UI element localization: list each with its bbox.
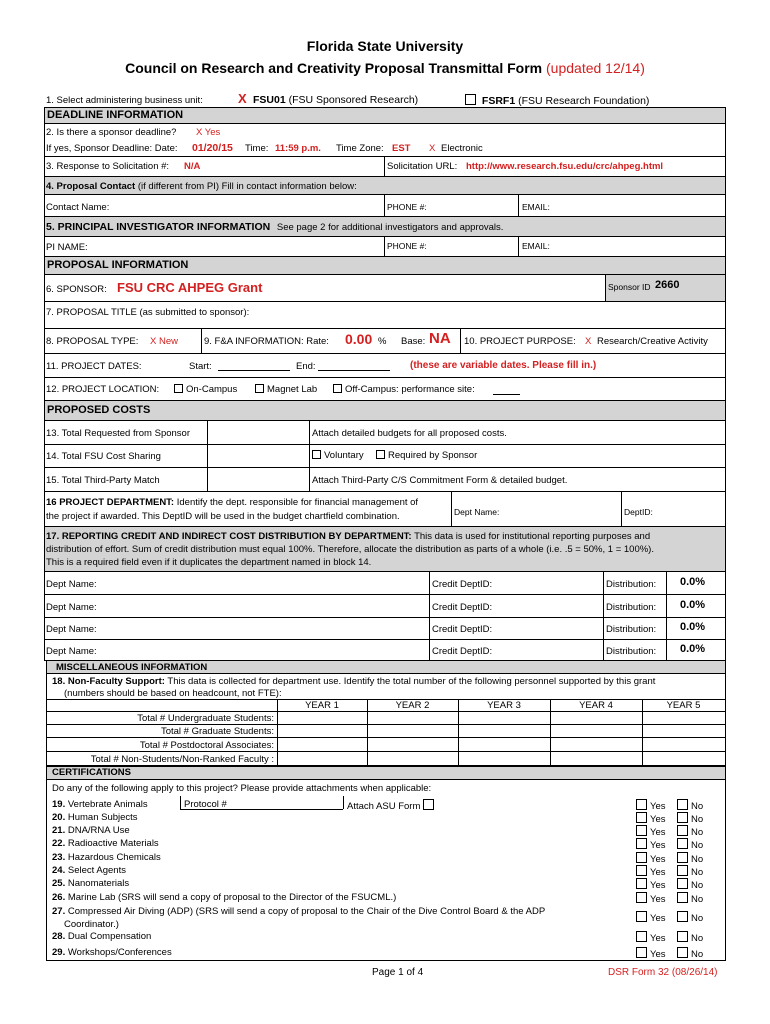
cert-item-number: 29. <box>52 947 66 958</box>
cert-item-number: 20. <box>52 812 66 823</box>
no-label: No <box>691 949 704 960</box>
yes-label: Yes <box>650 814 666 825</box>
sponsor-id-label: Sponsor ID <box>608 282 651 292</box>
page-number: Page 1 of 4 <box>372 967 424 978</box>
credit-row-1-dist-value[interactable]: 0.0% <box>680 576 706 588</box>
cert-no-option[interactable] <box>677 838 703 851</box>
credit-row-3-deptid[interactable]: Credit DeptID: <box>432 624 493 635</box>
yes-label: Yes <box>650 913 666 924</box>
sponsor-deadline-answer[interactable]: X Yes <box>196 127 221 138</box>
cert-item <box>52 838 159 849</box>
no-label: No <box>691 814 704 825</box>
start-date-field[interactable] <box>218 370 290 371</box>
cert-item <box>52 892 396 903</box>
proposal-section-title: PROPOSAL INFORMATION <box>47 259 189 271</box>
cert-item-number: 23. <box>52 852 66 863</box>
cert-item-text: Dual Compensation <box>67 931 152 942</box>
timezone-label: Time Zone: <box>336 143 384 154</box>
dates-note: (these are variable dates. Please fill in.) <box>410 360 597 371</box>
voluntary-option[interactable] <box>312 450 364 461</box>
cert-item-number: 19. <box>52 799 66 810</box>
costs-section-title: PROPOSED COSTS <box>47 404 151 416</box>
project-purpose-label: 10. PROJECT PURPOSE: <box>464 336 576 347</box>
cert-yes-option[interactable] <box>636 825 666 838</box>
credit-row-1-dist-label: Distribution: <box>606 579 657 590</box>
proposal-type-value[interactable]: X New <box>150 336 178 347</box>
yes-checkbox[interactable] <box>636 838 647 849</box>
project-location-label: 12. PROJECT LOCATION: <box>46 384 160 395</box>
non-faculty-bold: 18. Non-Faculty Support: <box>52 676 165 687</box>
fsu01-text: (FSU Sponsored Research) <box>288 94 419 106</box>
yes-label: Yes <box>650 880 666 891</box>
yes-checkbox[interactable] <box>636 947 647 958</box>
no-checkbox[interactable] <box>677 931 688 942</box>
dept-name-label[interactable]: Dept Name: <box>454 507 500 517</box>
yes-checkbox[interactable] <box>636 825 647 836</box>
form-number: DSR Form 32 (08/26/14) <box>608 967 718 978</box>
cert-no-option[interactable] <box>677 892 703 905</box>
cert-yes-option[interactable] <box>636 799 666 812</box>
cert-yes-option[interactable] <box>636 878 666 891</box>
deadline-date-value[interactable]: 01/20/15 <box>192 142 233 154</box>
year-4-header: YEAR 4 <box>579 700 613 711</box>
reporting-line1 <box>46 531 650 542</box>
fsrf1-option[interactable] <box>465 94 649 107</box>
cert-yes-option[interactable] <box>636 947 666 960</box>
total-requested-note: Attach detailed budgets for all proposed costs. <box>312 428 507 439</box>
electronic-label[interactable]: Electronic <box>441 143 483 154</box>
yes-checkbox[interactable] <box>636 878 647 889</box>
yes-checkbox[interactable] <box>636 865 647 876</box>
form-title <box>0 60 770 76</box>
cert-yes-option[interactable] <box>636 838 666 851</box>
start-date-label: Start: <box>189 361 212 372</box>
contact-heading-bold: 4. Proposal Contact <box>46 181 136 192</box>
total-requested-label: 13. Total Requested from Sponsor <box>46 428 190 439</box>
no-checkbox[interactable] <box>677 892 688 903</box>
certifications-title: CERTIFICATIONS <box>52 767 131 778</box>
cert-item-text: Compressed Air Diving (ADP) (SRS will send a copy of proposal to the Chair of the Dive Control Board & the ADP <box>67 906 546 917</box>
cert-item-text: Vertebrate Animals <box>67 799 148 810</box>
cert-no-option[interactable] <box>677 825 703 838</box>
yes-label: Yes <box>650 827 666 838</box>
sponsor-deadline-question: 2. Is there a sponsor deadline? <box>46 127 177 138</box>
cert-no-option[interactable] <box>677 865 703 878</box>
yes-label: Yes <box>650 867 666 878</box>
deadline-date-label: If yes, Sponsor Deadline: Date: <box>46 143 178 154</box>
voluntary-text: Voluntary <box>324 450 364 461</box>
electronic-x-mark: X <box>429 143 436 154</box>
no-checkbox[interactable] <box>677 812 688 823</box>
fa-base-value[interactable]: NA <box>429 330 451 347</box>
end-date-field[interactable] <box>318 370 390 371</box>
project-department-bold: 16 PROJECT DEPARTMENT: <box>46 497 175 508</box>
required-text: Required by Sponsor <box>388 450 478 461</box>
end-date-label: End: <box>296 361 316 372</box>
fsrf1-code: FSRF1 <box>481 95 516 107</box>
yes-label: Yes <box>650 949 666 960</box>
protocol-label: Protocol # <box>184 799 227 810</box>
no-checkbox[interactable] <box>677 947 688 958</box>
fsrf1-text: (FSU Research Foundation) <box>518 95 650 107</box>
fsu-cost-sharing-label: 14. Total FSU Cost Sharing <box>46 451 161 462</box>
cert-item-number: 26. <box>52 892 66 903</box>
asu-form-checkbox[interactable] <box>423 799 434 810</box>
credit-row-4-dist-value[interactable]: 0.0% <box>680 643 706 655</box>
year-3-header: YEAR 3 <box>487 700 521 711</box>
no-label: No <box>691 840 704 851</box>
pi-row <box>44 237 726 257</box>
cert-no-option[interactable] <box>677 812 703 825</box>
no-label: No <box>691 854 704 865</box>
credit-row-3-dist-value[interactable]: 0.0% <box>680 621 706 633</box>
contact-phone-label[interactable]: PHONE #: <box>387 202 427 212</box>
off-campus-checkbox[interactable] <box>333 384 342 393</box>
credit-row-4-dist-label: Distribution: <box>606 646 657 657</box>
cert-item <box>52 825 130 836</box>
cert-item <box>52 931 151 942</box>
no-checkbox[interactable] <box>677 865 688 876</box>
no-label: No <box>691 913 704 924</box>
sponsor-value[interactable]: FSU CRC AHPEG Grant <box>117 280 263 295</box>
no-checkbox[interactable] <box>677 799 688 810</box>
cert-item-number: 24. <box>52 865 66 876</box>
fsu01-option[interactable] <box>253 94 418 106</box>
solicitation-number-label: 3. Response to Solicitation #: <box>46 161 170 172</box>
location-magnet-lab[interactable] <box>255 384 317 395</box>
cert-item <box>52 799 148 810</box>
no-checkbox[interactable] <box>677 878 688 889</box>
no-label: No <box>691 880 704 891</box>
off-campus-text: Off-Campus: performance site: <box>345 384 475 395</box>
credit-row-4-deptid[interactable]: Credit DeptID: <box>432 646 493 657</box>
fa-rate-value[interactable]: 0.00 <box>345 331 373 347</box>
yes-checkbox[interactable] <box>636 852 647 863</box>
pi-heading-bold: 5. PRINCIPAL INVESTIGATOR INFORMATION <box>46 221 271 233</box>
project-department-text1: Identify the dept. responsible for financial management of <box>176 497 419 508</box>
fsu01-x-mark: X <box>238 91 247 106</box>
deadline-time-value[interactable]: 11:59 p.m. <box>275 143 321 154</box>
cert-item-number: 22. <box>52 838 66 849</box>
cert-item-text: Select Agents <box>67 865 126 876</box>
form-updated: (updated 12/14) <box>546 60 645 76</box>
form-title-text: Council on Research and Creativity Proposal Transmittal Form <box>125 60 543 76</box>
reporting-line2: distribution of effort. Sum of credit distribution must equal 100%. Therefore, allocate the distribution as parts of a whole (i.e. .5 = 50%, 1 = 100%). <box>46 544 654 555</box>
project-dates-label: 11. PROJECT DATES: <box>46 361 142 372</box>
cert-no-option[interactable] <box>677 947 703 960</box>
credit-row-3-dist-label: Distribution: <box>606 624 657 635</box>
magnet-lab-text: Magnet Lab <box>267 384 318 395</box>
undergrad-students-label: Total # Undergraduate Students: <box>137 713 274 724</box>
cert-yes-option[interactable] <box>636 892 666 905</box>
third-party-match-label: 15. Total Third-Party Match <box>46 475 160 486</box>
cert-item <box>52 865 126 876</box>
on-campus-checkbox[interactable] <box>174 384 183 393</box>
required-checkbox[interactable] <box>376 450 385 459</box>
no-label: No <box>691 827 704 838</box>
non-students-label: Total # Non-Students/Non-Ranked Faculty : <box>90 754 274 765</box>
fsu01-code: FSU01 <box>253 94 286 106</box>
fa-base-label: Base: <box>401 336 426 347</box>
cert-no-option[interactable] <box>677 878 703 891</box>
cert-item <box>52 852 161 863</box>
solicitation-url-label: Solicitation URL: <box>387 161 458 172</box>
contact-email-label[interactable]: EMAIL: <box>522 202 550 212</box>
location-off-campus[interactable] <box>333 384 475 395</box>
cert-yes-option[interactable] <box>636 865 666 878</box>
fa-rate-label: 9. F&A INFORMATION: Rate: <box>204 336 329 347</box>
yes-checkbox[interactable] <box>636 892 647 903</box>
yes-label: Yes <box>650 894 666 905</box>
sponsor-label: 6. SPONSOR: <box>46 284 107 295</box>
required-option[interactable] <box>376 450 477 461</box>
location-on-campus[interactable] <box>174 384 237 395</box>
asu-form-option[interactable] <box>347 799 437 812</box>
reporting-line3: This is a required field even if it duplicates the department named in block 14. <box>46 557 372 568</box>
performance-site-field[interactable] <box>493 394 520 395</box>
cert-item-27-continued: Coordinator.) <box>64 919 119 930</box>
credit-row-3-dept[interactable]: Dept Name: <box>46 624 97 635</box>
yes-checkbox[interactable] <box>636 799 647 810</box>
yes-checkbox[interactable] <box>636 931 647 942</box>
pi-phone-label[interactable]: PHONE #: <box>387 241 427 251</box>
contact-name-label[interactable]: Contact Name: <box>46 202 110 213</box>
pi-email-label[interactable]: EMAIL: <box>522 241 550 251</box>
year-2-header: YEAR 2 <box>395 700 430 711</box>
no-label: No <box>691 933 704 944</box>
credit-row-2-dist-value[interactable]: 0.0% <box>680 599 706 611</box>
non-faculty-text1: This data is collected for department use. Identify the total number of the following personnel supported by this grant <box>167 676 656 687</box>
reporting-bold: 17. REPORTING CREDIT AND INDIRECT COST DISTRIBUTION BY DEPARTMENT: <box>46 531 412 542</box>
cert-item-text: Human Subjects <box>67 812 138 823</box>
business-unit-label: 1. Select administering business unit: <box>46 95 203 106</box>
asu-form-text: Attach ASU Form <box>347 801 421 812</box>
yes-label: Yes <box>650 854 666 865</box>
credit-row-1-deptid[interactable]: Credit DeptID: <box>432 579 493 590</box>
cert-item-number: 25. <box>52 878 66 889</box>
voluntary-checkbox[interactable] <box>312 450 321 459</box>
cert-yes-option[interactable] <box>636 852 666 865</box>
cert-item-text: Workshops/Conferences <box>67 947 172 958</box>
solicitation-number-value[interactable]: N/A <box>184 161 201 172</box>
grad-students-label: Total # Graduate Students: <box>160 726 274 737</box>
project-department-line2: the project if awarded. This DeptID will be used in the budget chartfield combination. <box>46 511 400 522</box>
cert-item-text: Nanomaterials <box>67 878 130 889</box>
deadline-time-label: Time: <box>245 143 269 154</box>
certifications-header <box>46 766 726 780</box>
credit-row-2-dist-label: Distribution: <box>606 602 657 613</box>
credit-row-1-dept[interactable]: Dept Name: <box>46 579 97 590</box>
pi-heading-note: See page 2 for additional investigators and approvals. <box>276 222 504 233</box>
timezone-value[interactable]: EST <box>392 143 411 154</box>
on-campus-text: On-Campus <box>186 384 238 395</box>
pi-name-label[interactable]: PI NAME: <box>46 242 88 253</box>
cert-no-option[interactable] <box>677 799 703 812</box>
solicitation-url-value[interactable]: http://www.research.fsu.edu/crc/ahpeg.html <box>466 161 664 172</box>
misc-section-title: MISCELLANEOUS INFORMATION <box>56 662 208 673</box>
yes-checkbox[interactable] <box>636 911 647 922</box>
yes-label: Yes <box>650 801 666 812</box>
cert-item-number: 28. <box>52 931 66 942</box>
pi-heading <box>46 221 503 233</box>
cert-no-option[interactable] <box>677 852 703 865</box>
cert-yes-option[interactable] <box>636 911 666 924</box>
cert-no-option[interactable] <box>677 911 703 924</box>
cert-item-number: 21. <box>52 825 66 836</box>
postdoc-label: Total # Postdoctoral Associates: <box>139 740 274 751</box>
cert-item <box>52 878 129 889</box>
no-checkbox[interactable] <box>677 838 688 849</box>
certifications-intro: Do any of the following apply to this project? Please provide attachments when applicable: <box>52 783 432 794</box>
cert-yes-option[interactable] <box>636 812 666 825</box>
deadline-section-title: DEADLINE INFORMATION <box>47 109 184 121</box>
cert-item-text: Hazardous Chemicals <box>67 852 161 863</box>
yes-label: Yes <box>650 933 666 944</box>
year-1-header: YEAR 1 <box>305 700 339 711</box>
cert-yes-option[interactable] <box>636 931 666 944</box>
sponsor-id-value[interactable]: 2660 <box>655 279 680 291</box>
fsu-cost-sharing-field[interactable] <box>208 445 308 466</box>
credit-row-2-dept[interactable]: Dept Name: <box>46 602 97 613</box>
cert-item-text: DNA/RNA Use <box>67 825 130 836</box>
fsrf1-checkbox[interactable] <box>465 94 476 105</box>
project-purpose-value[interactable]: Research/Creative Activity <box>597 336 708 347</box>
no-label: No <box>691 801 704 812</box>
third-party-note: Attach Third-Party C/S Commitment Form & detailed budget. <box>312 475 568 486</box>
no-checkbox[interactable] <box>677 825 688 836</box>
cert-item-text: Marine Lab (SRS will send a copy of proposal to the Director of the FSUCML.) <box>67 892 397 903</box>
non-faculty-line1 <box>52 676 655 687</box>
contact-row <box>44 195 726 217</box>
no-checkbox[interactable] <box>677 852 688 863</box>
year-5-header: YEAR 5 <box>666 700 701 711</box>
dates-row <box>44 354 726 378</box>
cert-item <box>52 906 545 917</box>
proposal-type-label: 8. PROPOSAL TYPE: <box>46 336 139 347</box>
cert-item <box>52 812 138 823</box>
fa-percent: % <box>378 336 387 347</box>
cert-no-option[interactable] <box>677 931 703 944</box>
magnet-lab-checkbox[interactable] <box>255 384 264 393</box>
proposal-title-label[interactable]: 7. PROPOSAL TITLE (as submitted to sponsor): <box>46 307 250 318</box>
project-department-line1 <box>46 497 418 508</box>
no-label: No <box>691 894 704 905</box>
cert-item-number: 27. <box>52 906 66 917</box>
cert-item <box>52 947 172 958</box>
credit-row-4-dept[interactable]: Dept Name: <box>46 646 97 657</box>
non-faculty-line2: (numbers should be based on headcount, not FTE): <box>64 688 282 699</box>
deptid-label[interactable]: DeptID: <box>624 507 653 517</box>
project-purpose-x: X <box>585 336 592 347</box>
no-label: No <box>691 867 704 878</box>
university-title: Florida State University <box>306 38 464 54</box>
cert-item-text: Radioactive Materials <box>67 838 159 849</box>
contact-heading-note: (if different from PI) Fill in contact information below: <box>137 181 357 192</box>
credit-row-2-deptid[interactable]: Credit DeptID: <box>432 602 493 613</box>
total-requested-field[interactable] <box>208 422 308 443</box>
contact-heading <box>46 181 357 192</box>
no-checkbox[interactable] <box>677 911 688 922</box>
yes-checkbox[interactable] <box>636 812 647 823</box>
yes-label: Yes <box>650 840 666 851</box>
third-party-match-field[interactable] <box>208 468 308 491</box>
reporting-line1-rest: This data is used for institutional reporting purposes and <box>414 531 651 542</box>
